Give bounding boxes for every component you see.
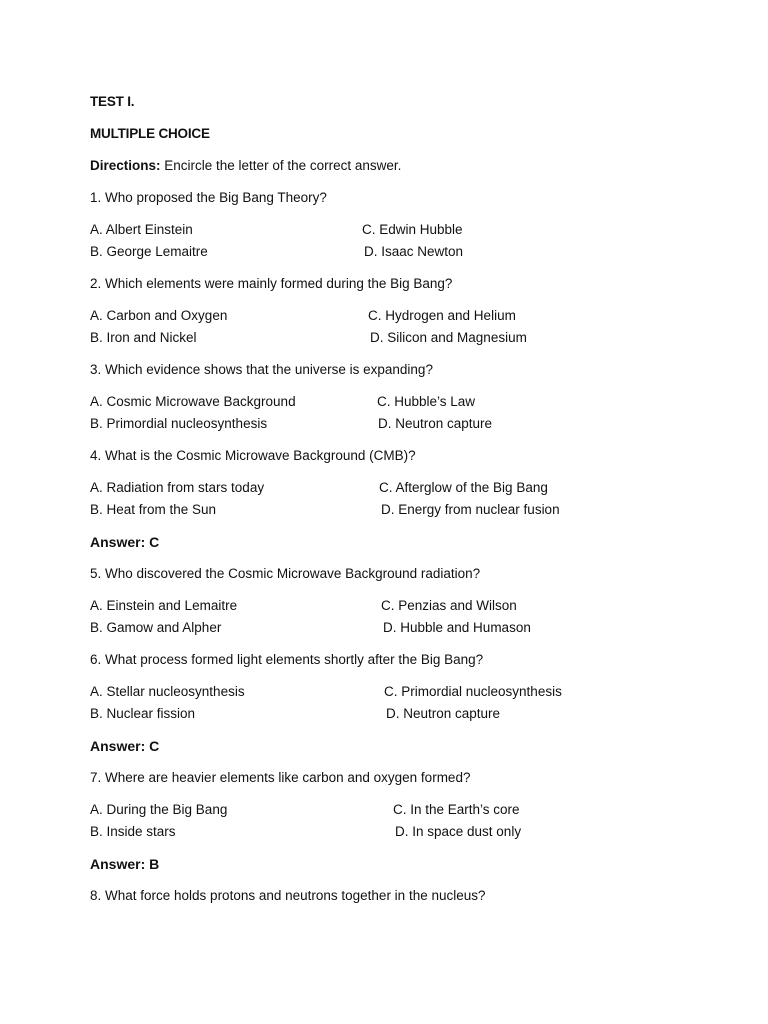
q6-option-b: B. Nuclear fission (90, 706, 196, 721)
directions-text: Encircle the letter of the correct answer. (160, 158, 402, 173)
q2-option-d: D. Silicon and Magnesium (370, 330, 527, 345)
q3-option-c: C. Hubble’s Law (377, 394, 476, 409)
q7-option-c: C. In the Earth’s core (393, 802, 520, 817)
q2-option-a: A. Carbon and Oxygen (90, 308, 228, 323)
q1-option-d: D. Isaac Newton (364, 244, 464, 259)
question-5: 5. Who discovered the Cosmic Microwave Background radiation? (90, 566, 481, 581)
question-3: 3. Which evidence shows that the universe is expanding? (90, 362, 433, 377)
question-8: 8. What force holds protons and neutrons together in the nucleus? (90, 888, 486, 903)
directions-label: Directions: (90, 158, 161, 173)
question-2: 2. Which elements were mainly formed during the Big Bang? (90, 276, 453, 291)
q7-option-b: B. Inside stars (90, 824, 176, 839)
q3-option-d: D. Neutron capture (378, 416, 493, 431)
q6-answer: Answer: C (90, 738, 160, 754)
q1-option-a: A. Albert Einstein (90, 222, 193, 237)
q1-option-c: C. Edwin Hubble (362, 222, 463, 237)
q7-option-a: A. During the Big Bang (90, 802, 228, 817)
q5-option-d: D. Hubble and Humason (383, 620, 531, 635)
q7-option-d: D. In space dust only (395, 824, 522, 839)
question-1: 1. Who proposed the Big Bang Theory? (90, 190, 327, 205)
q6-option-c: C. Primordial nucleosynthesis (384, 684, 562, 699)
q3-option-b: B. Primordial nucleosynthesis (90, 416, 268, 431)
q4-option-a: A. Radiation from stars today (90, 480, 265, 495)
q7-answer: Answer: B (90, 856, 160, 872)
q5-option-a: A. Einstein and Lemaitre (90, 598, 238, 613)
question-7: 7. Where are heavier elements like carbon and oxygen formed? (90, 770, 471, 785)
q4-option-c: C. Afterglow of the Big Bang (379, 480, 548, 495)
q6-option-a: A. Stellar nucleosynthesis (90, 684, 245, 699)
q6-option-d: D. Neutron capture (386, 706, 501, 721)
q4-answer: Answer: C (90, 534, 160, 550)
q4-option-d: D. Energy from nuclear fusion (381, 502, 560, 517)
directions (90, 158, 401, 174)
question-4: 4. What is the Cosmic Microwave Background (CMB)? (90, 448, 416, 463)
test-type: MULTIPLE CHOICE (90, 126, 210, 141)
q2-option-b: B. Iron and Nickel (90, 330, 197, 345)
q3-option-a: A. Cosmic Microwave Background (90, 394, 296, 409)
q5-option-c: C. Penzias and Wilson (381, 598, 517, 613)
test-title: TEST I. (90, 94, 135, 109)
q5-option-b: B. Gamow and Alpher (90, 620, 222, 635)
q2-option-c: C. Hydrogen and Helium (368, 308, 516, 323)
q1-option-b: B. George Lemaitre (90, 244, 208, 259)
q4-option-b: B. Heat from the Sun (90, 502, 217, 517)
question-6: 6. What process formed light elements shortly after the Big Bang? (90, 652, 484, 667)
